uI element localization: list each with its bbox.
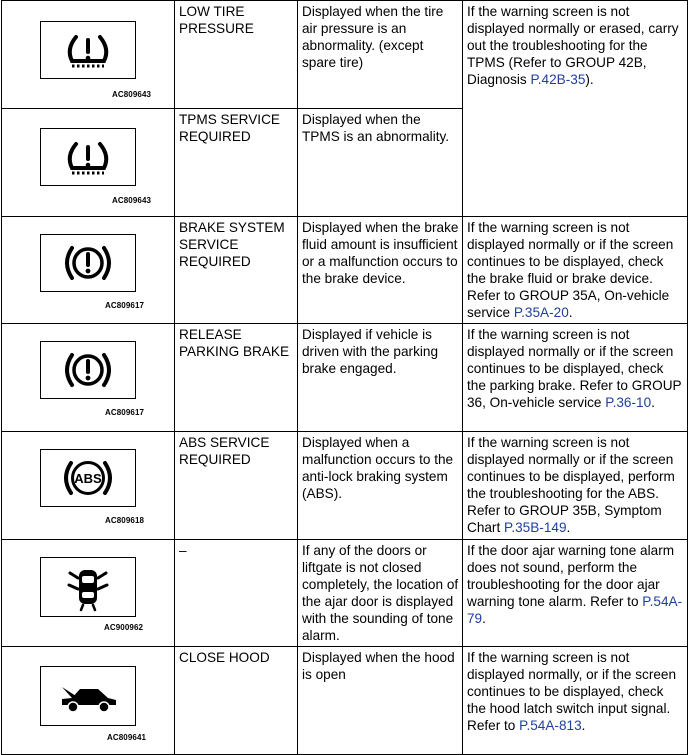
- message-label: BRAKE SYSTEM SERVICE REQUIRED: [175, 217, 298, 324]
- condition-text: Displayed when the brake fluid amount is insufficient or a malfunction occurs to the brake device.: [298, 217, 463, 324]
- table-row: [2, 540, 688, 647]
- condition-text: Displayed when the TPMS is an abnormality.: [298, 109, 463, 217]
- table-row: [2, 432, 688, 540]
- reference-link[interactable]: P.36-10: [605, 395, 652, 410]
- icon-code: AC809643: [112, 90, 152, 99]
- parking-brake-icon: [60, 347, 116, 393]
- remedy-text: If the warning screen is not displayed normally or if the screen continues to be displayed, check the parking brake. Refer to GROUP 36, On-vehicle service P.36-10.: [463, 324, 688, 432]
- icon-code: AC900962: [104, 623, 144, 632]
- warning-display-table: [1, 0, 688, 755]
- icon-code: AC809617: [105, 408, 145, 417]
- icon-code: AC809641: [107, 733, 147, 742]
- condition-text: If any of the doors or liftgate is not closed completely, the location of the ajar door is displayed with the sounding of tone alarm.: [298, 540, 463, 647]
- remedy-text: If the warning screen is not displayed normally, or if the screen continues to be displayed, check the hood latch switch input signal. Refer to P.54A-813.: [463, 647, 688, 755]
- message-label: RELEASE PARKING BRAKE: [175, 324, 298, 432]
- message-label: LOW TIRE PRESSURE: [175, 1, 298, 109]
- icon-cell: [2, 324, 175, 432]
- icon-code: AC809618: [105, 516, 145, 525]
- icon-cell: [2, 1, 175, 109]
- icon-code: AC809643: [112, 196, 152, 205]
- icon-frame: [40, 449, 136, 507]
- icon-frame: [40, 341, 136, 399]
- abs-icon: [58, 455, 118, 501]
- icon-frame: [40, 557, 136, 617]
- message-label: –: [175, 540, 298, 647]
- icon-frame: [40, 21, 136, 79]
- condition-text: Displayed when the hood is open: [298, 647, 463, 755]
- condition-text: Displayed when a malfunction occurs to the anti-lock braking system (ABS).: [298, 432, 463, 540]
- icon-code: AC809617: [105, 301, 145, 310]
- low-tire-pressure-icon: [63, 30, 113, 70]
- reference-link[interactable]: P.35B-149: [504, 520, 567, 535]
- icon-cell: [2, 540, 175, 647]
- remedy-text: If the warning screen is not displayed normally or if the screen continues to be displayed, perform the troubleshooting for the ABS. Refer to GROUP 35B, Symptom Chart P.35B-149.: [463, 432, 688, 540]
- icon-cell: [2, 217, 175, 324]
- hood-open-icon: [56, 676, 120, 716]
- reference-link[interactable]: P.54A-813: [519, 718, 582, 733]
- table-row: [2, 217, 688, 324]
- icon-frame: [40, 234, 136, 292]
- table-row: [2, 1, 688, 109]
- condition-text: Displayed when the tire air pressure is an abnormality. (except spare tire): [298, 1, 463, 109]
- table-row: [2, 647, 688, 755]
- icon-frame: [40, 666, 136, 726]
- icon-cell: [2, 432, 175, 540]
- message-label: TPMS SERVICE REQUIRED: [175, 109, 298, 217]
- icon-cell: [2, 647, 175, 755]
- abs-icon-text: ABS: [74, 471, 102, 486]
- reference-link[interactable]: P.35A-20: [513, 305, 569, 320]
- message-label: CLOSE HOOD: [175, 647, 298, 755]
- brake-warning-icon: [60, 240, 116, 286]
- remedy-text: If the door ajar warning tone alarm does not sound, perform the troubleshooting for the door ajar warning tone alarm. Refer to P.54A-79.: [463, 540, 688, 647]
- remedy-text: If the warning screen is not displayed normally or erased, carry out the troubleshooting for the TPMS (Refer to GROUP 42B, Diagnosis P.42B-35).: [463, 1, 688, 217]
- reference-link[interactable]: P.54A-79: [467, 594, 683, 626]
- reference-link[interactable]: P.42B-35: [530, 72, 586, 87]
- door-ajar-icon: [63, 562, 113, 612]
- icon-frame: [40, 128, 136, 186]
- message-label: ABS SERVICE REQUIRED: [175, 432, 298, 540]
- icon-cell: [2, 109, 175, 217]
- remedy-text: If the warning screen is not displayed normally or if the screen continues to be displayed, check the brake fluid or brake device. Refer to GROUP 35A, On-vehicle service P.35A-20.: [463, 217, 688, 324]
- condition-text: Displayed if vehicle is driven with the parking brake engaged.: [298, 324, 463, 432]
- tpms-service-icon: [63, 137, 113, 177]
- table-row: [2, 324, 688, 432]
